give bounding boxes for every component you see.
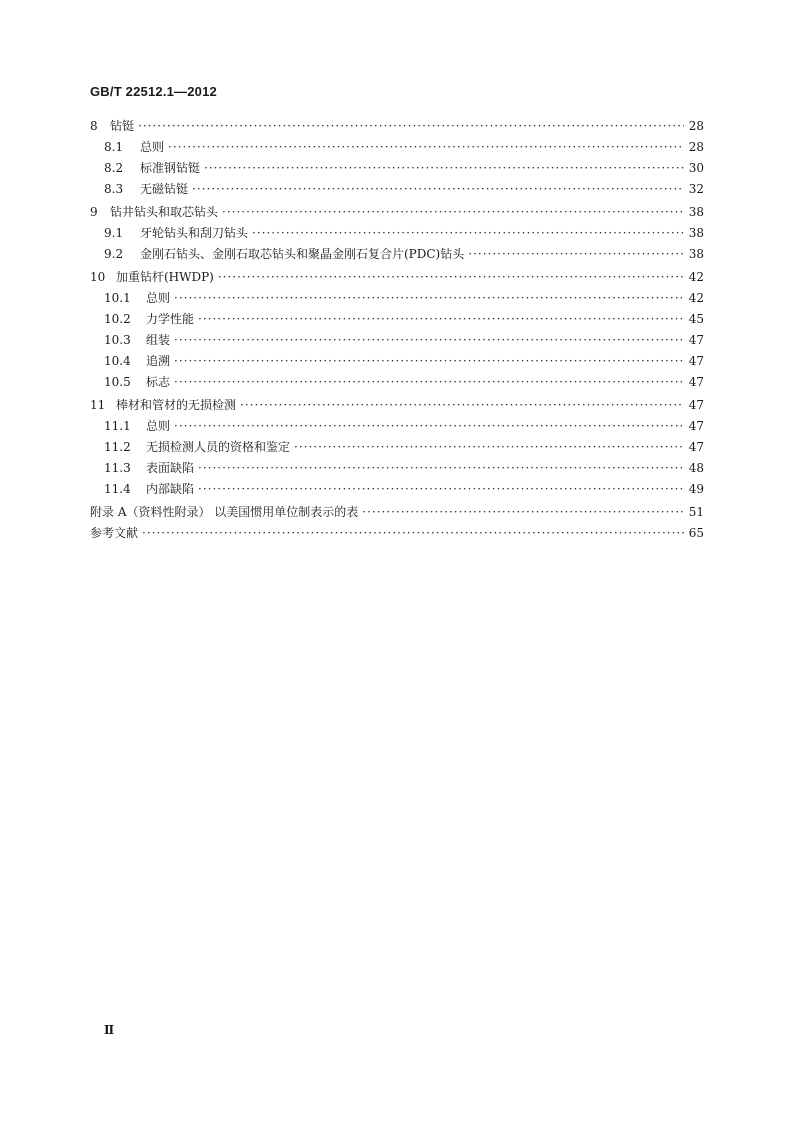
toc-entry-10-4[interactable] [90,352,704,373]
toc-entry-8-3[interactable] [90,180,704,201]
toc-entry-page: 47 [688,333,704,347]
toc-entry-title: 无磁钻铤 [140,182,189,196]
toc-entry-11-1[interactable] [90,417,704,438]
toc-entry-page: 28 [688,140,704,154]
toc-entry-title: 无损检测人员的资格和鉴定 [146,440,291,454]
toc-leader-dots [294,440,684,454]
toc-leader-dots [240,398,684,412]
toc-entry-number: 9.1 [104,226,124,240]
toc-entry-title: 参考文献 [90,526,139,540]
toc-entry-bibliography[interactable] [90,524,704,545]
toc-entry-page: 38 [688,247,704,261]
toc-entry-number: 10.2 [104,312,131,326]
toc-entry-title: 力学性能 [146,312,195,326]
toc-leader-dots [198,461,684,475]
toc-entry-page: 42 [688,270,704,284]
toc-entry-title: 标准钢钻铤 [140,161,201,175]
toc-entry-title: 标志 [146,375,171,389]
toc-leader-dots [192,182,684,196]
toc-entry-number: 11 [90,398,106,412]
toc-entry-title: 表面缺陷 [146,461,195,475]
toc-entry-page: 47 [688,419,704,433]
toc-entry-number: 8.2 [104,161,124,175]
toc-entry-title: 钻井钻头和取芯钻头 [110,205,219,219]
toc-leader-dots [174,291,684,305]
toc-entry-appendix-a[interactable] [90,503,704,524]
toc-entry-title: 牙轮钻头和刮刀钻头 [140,226,249,240]
toc-entry-8-2[interactable] [90,159,704,180]
table-of-contents [90,117,704,545]
toc-entry-number: 11.4 [104,482,131,496]
toc-entry-page: 49 [688,482,704,496]
toc-leader-dots [168,140,684,154]
toc-entry-title: 追溯 [146,354,171,368]
toc-leader-dots [222,205,684,219]
toc-entry-title: 金刚石钻头、金刚石取芯钻头和聚晶金刚石复合片(PDC)钻头 [140,247,465,261]
toc-entry-number: 9 [90,205,98,219]
toc-entry-page: 28 [688,119,704,133]
toc-entry-10-1[interactable] [90,289,704,310]
toc-leader-dots [174,419,684,433]
page-number: Ⅱ [104,1023,115,1037]
toc-entry-page: 30 [688,161,704,175]
toc-entry-number: 9.2 [104,247,124,261]
toc-leader-dots [174,333,684,347]
toc-entry-title: 钻铤 [110,119,135,133]
toc-entry-title: 总则 [146,419,171,433]
toc-leader-dots [362,505,684,519]
toc-entry-page: 51 [688,505,704,519]
toc-leader-dots [252,226,684,240]
toc-entry-page: 38 [688,226,704,240]
toc-entry-title: 总则 [140,140,165,154]
toc-entry-page: 42 [688,291,704,305]
toc-entry-8[interactable] [90,117,704,138]
toc-leader-dots [138,119,684,133]
toc-entry-10[interactable] [90,268,704,289]
toc-leader-dots [198,482,684,496]
standard-code-header: GB/T 22512.1—2012 [90,84,217,99]
toc-entry-page: 32 [688,182,704,196]
toc-entry-title: 组装 [146,333,171,347]
toc-leader-dots [468,247,684,261]
toc-entry-number: 8 [90,119,98,133]
toc-leader-dots [204,161,684,175]
toc-entry-number: 8.3 [104,182,124,196]
toc-leader-dots [218,270,684,284]
toc-entry-11-4[interactable] [90,480,704,501]
toc-entry-page: 47 [688,398,704,412]
toc-entry-number: 10 [90,270,106,284]
toc-leader-dots [174,375,684,389]
toc-entry-9[interactable] [90,203,704,224]
toc-entry-11-2[interactable] [90,438,704,459]
toc-entry-10-5[interactable] [90,373,704,394]
toc-entry-9-1[interactable] [90,224,704,245]
toc-entry-page: 45 [688,312,704,326]
toc-entry-title: 总则 [146,291,171,305]
toc-entry-page: 65 [688,526,704,540]
toc-entry-page: 47 [688,440,704,454]
toc-entry-11-3[interactable] [90,459,704,480]
toc-entry-page: 47 [688,354,704,368]
toc-entry-title: 加重钻杆(HWDP) [116,270,214,284]
toc-entry-title: 棒材和管材的无损检测 [116,398,237,412]
toc-entry-number: 11.1 [104,419,131,433]
toc-entry-10-2[interactable] [90,310,704,331]
toc-entry-page: 48 [688,461,704,475]
toc-entry-number: 8.1 [104,140,124,154]
toc-entry-title: 附录 A（资料性附录） 以美国惯用单位制表示的表 [90,505,359,519]
toc-entry-11[interactable] [90,396,704,417]
toc-entry-number: 10.3 [104,333,131,347]
toc-entry-number: 11.3 [104,461,131,475]
toc-entry-9-2[interactable] [90,245,704,266]
toc-entry-number: 10.4 [104,354,131,368]
toc-leader-dots [142,526,684,540]
toc-entry-page: 38 [688,205,704,219]
toc-leader-dots [198,312,684,326]
toc-entry-10-3[interactable] [90,331,704,352]
toc-entry-number: 11.2 [104,440,131,454]
toc-leader-dots [174,354,684,368]
toc-entry-number: 10.1 [104,291,131,305]
toc-entry-page: 47 [688,375,704,389]
toc-entry-8-1[interactable] [90,138,704,159]
toc-entry-number: 10.5 [104,375,131,389]
toc-entry-title: 内部缺陷 [146,482,195,496]
